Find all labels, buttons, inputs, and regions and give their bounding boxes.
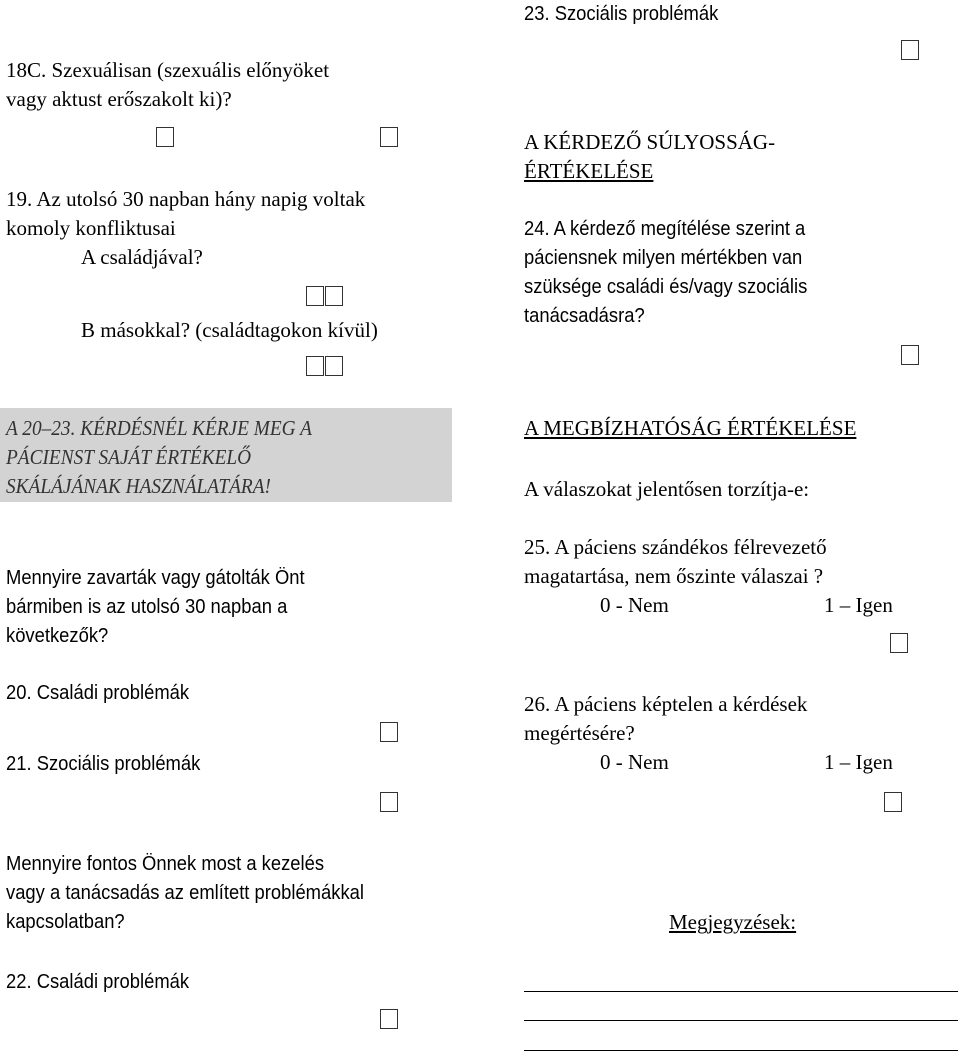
answer-checkbox-18c-b[interactable] <box>380 127 398 147</box>
answer-checkbox-22[interactable] <box>380 1009 398 1029</box>
notes-line-1[interactable] <box>524 991 958 992</box>
option-26-no: 0 - Nem <box>600 750 669 774</box>
question-19: 19. Az utolsó 30 napban hány napig voltak komoly konfliktusai <box>6 187 366 240</box>
instruction-text: A 20–23. KÉRDÉSNÉL KÉRJE MEG A PÁCIENST SAJÁT ÉRTÉKELŐ SKÁLÁJÁNAK HASZNÁLATÁRA! <box>6 416 312 498</box>
question-18c: 18C. Szexuálisan (szexuális előnyöket vagy aktust erőszakolt ki)? <box>6 58 330 111</box>
notes-line-3[interactable] <box>524 1050 958 1051</box>
answer-checkbox-26[interactable] <box>884 792 902 812</box>
distort-question: A válaszokat jelentősen torzítja-e: <box>524 477 810 501</box>
bother-question: Mennyire zavarták vagy gátolták Önt bármiben is az utolsó 30 napban a következők? <box>6 567 305 647</box>
answer-digit-19a-1[interactable] <box>306 286 324 306</box>
answer-digit-19a-2[interactable] <box>325 286 343 306</box>
question-19b: B másokkal? (családtagokon kívül) <box>81 318 378 342</box>
question-20: 20. Családi problémák <box>6 682 190 704</box>
question-19a: A családjával? <box>81 245 203 269</box>
question-22: 22. Családi problémák <box>6 971 190 993</box>
option-26-yes: 1 – Igen <box>824 750 893 774</box>
question-24: 24. A kérdező megítélése szerint a páciensnek milyen mértékben van szüksége családi és/vagy szociális tanácsadásra? <box>524 218 808 327</box>
answer-checkbox-23[interactable] <box>901 40 919 60</box>
answer-digit-19b-1[interactable] <box>306 356 324 376</box>
answer-checkbox-20[interactable] <box>380 722 398 742</box>
question-26: 26. A páciens képtelen a kérdések megértésére? <box>524 692 808 745</box>
reliability-heading: A MEGBÍZHATÓSÁG ÉRTÉKELÉSE <box>524 416 857 440</box>
notes-line-2[interactable] <box>524 1020 958 1021</box>
question-23: 23. Szociális problémák <box>524 3 719 25</box>
question-21: 21. Szociális problémák <box>6 753 201 775</box>
notes-label: Megjegyzések: <box>669 910 797 934</box>
question-25: 25. A páciens szándékos félrevezető magatartása, nem őszinte válaszai ? <box>524 535 827 588</box>
importance-question: Mennyire fontos Önnek most a kezelés vagy a tanácsadás az említett problémákkal kapcsolatban? <box>6 853 364 933</box>
option-25-yes: 1 – Igen <box>824 593 893 617</box>
answer-checkbox-25[interactable] <box>890 633 908 653</box>
answer-checkbox-21[interactable] <box>380 792 398 812</box>
option-25-no: 0 - Nem <box>600 593 669 617</box>
answer-checkbox-24[interactable] <box>901 345 919 365</box>
answer-checkbox-18c-a[interactable] <box>156 127 174 147</box>
severity-heading: A KÉRDEZŐ SÚLYOSSÁG- ÉRTÉKELÉSE <box>524 130 776 183</box>
answer-digit-19b-2[interactable] <box>325 356 343 376</box>
